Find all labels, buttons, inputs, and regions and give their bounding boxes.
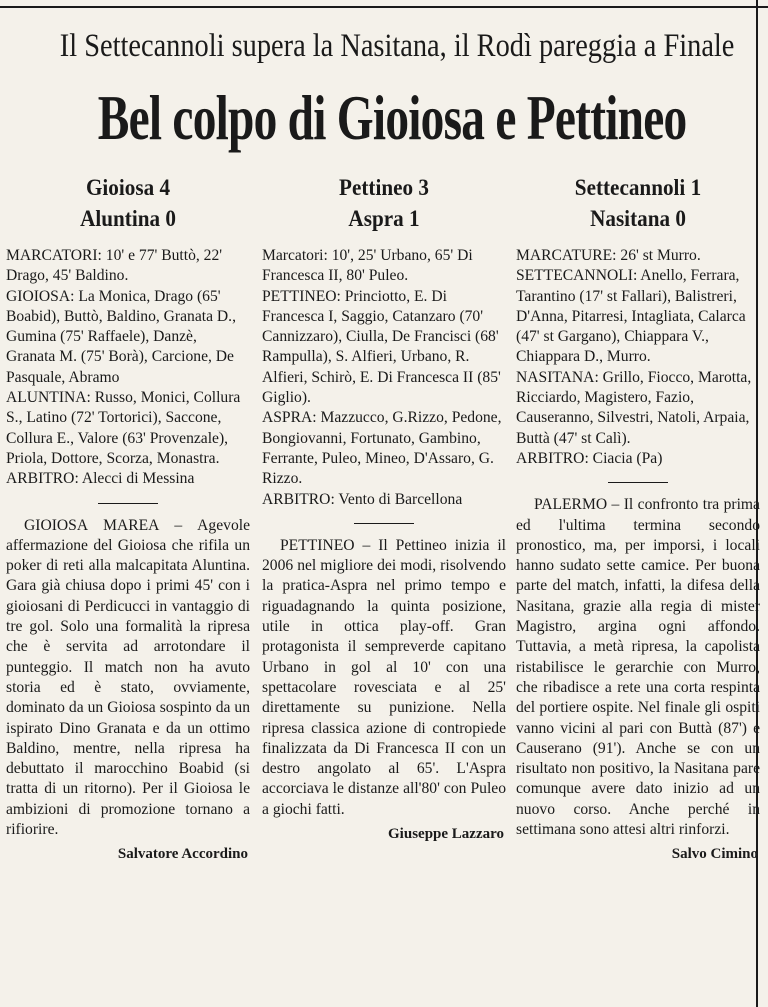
away-lineup: ASPRA: Mazzucco, G.Rizzo, Pedone, Bongiovanni, Fortunato, Gambino, Ferrante, Puleo, Mineo, D'Assaro, G. Rizzo. bbox=[262, 409, 502, 488]
article-text: Il confronto tra prima ed l'ultima termina secondo pronostico, ma, per imporsi, i locali hanno sudato sette camice. Per buona parte del match, infatti, la difesa della Nasitana, grazie alla regia di mister Magistro, argina ogni affondo. Tuttavia, a metà ripresa, la capolista ristabilisce le gerarchie con Murro, che ribadisce a rete una corta respinta del portiere ospite. Nel finale gli ospiti vanno vicini al pari con Buttà (87') e Causerano (91'). Anche se con un risultato non positivo, la Nasitana pare comunque avere dato inizio ad un nuovo corso. Anche perché in settimana sono attesi altri rinforzi. bbox=[516, 496, 760, 839]
byline: Salvo Cimino bbox=[671, 846, 758, 863]
home-lineup: SETTECANNOLI: Anello, Ferrara, Tarantino (17' st Fallari), Balistreri, D'Anna, Pitarresi, Intagliata, Calarca (47' st Gargano), Chiappara V., Chiappara D., Murro. bbox=[516, 267, 746, 366]
home-lineup: PETTINEO: Princiotto, E. Di Francesca I, Saggio, Catanzaro (70' Cannizzaro), Ciulla, De Francisci (68' Rampulla), S. Alfieri, Urbano, R. Alfieri, Schirò, E. Di Francesca II (85' Giglio). bbox=[262, 287, 501, 407]
match-info bbox=[6, 246, 250, 490]
match-column-3 bbox=[516, 172, 760, 865]
byline: Giuseppe Lazzaro bbox=[388, 826, 504, 843]
away-team-score: Aluntina 0 bbox=[80, 206, 176, 231]
article-body bbox=[516, 495, 760, 840]
match-info bbox=[262, 246, 506, 510]
match-score bbox=[262, 172, 506, 234]
dateline: PETTINEO – bbox=[280, 536, 379, 554]
away-lineup: ALUNTINA: Russo, Monici, Collura S., Latino (72' Tortorici), Saccone, Collura E., Valore (63' Provenzale), Priola, Dottore, Scorza, Monastra. bbox=[6, 389, 241, 467]
divider bbox=[608, 482, 668, 483]
headline: Bel colpo di Gioiosa e Pettineo bbox=[97, 82, 687, 153]
away-lineup: NASITANA: Grillo, Fiocco, Marotta, Ricciardo, Magistero, Fazio, Causeranno, Silvestri, Natoli, Arpaia, Buttà (47' st Calì). bbox=[516, 368, 752, 447]
match-score bbox=[516, 172, 760, 234]
home-lineup: GIOIOSA: La Monica, Drago (65' Boabid), Buttò, Baldino, Granata D., Gumina (75' Raffaele), Danzè, Granata M. (75' Borà), Carcione, De Pasquale, Abramo bbox=[6, 287, 236, 386]
match-column-1 bbox=[6, 172, 250, 865]
home-team-score: Pettineo 3 bbox=[339, 175, 429, 200]
match-column-2 bbox=[262, 172, 506, 844]
kicker: Il Settecannoli supera la Nasitana, il Rodì pareggia a Finale bbox=[59, 28, 735, 64]
article-text: Il Pettineo inizia il 2006 nel migliore dei modi, risolvendo la pratica-Aspra nel primo tempo e riguadagnando la quinta posizione, utile in ottica play-off. Gran protagonista il sempreverde capitano Urbano in gol al 10' con una spettacolare rovesciata e al 25' direttamente su punizione. Nella ripresa classica azione di contropiede finalizzata da Di Francesca II con un destro angolato al 65'. L'Aspra accorciava le distanze all'80' con Puleo a giochi fatti. bbox=[262, 536, 506, 818]
scorers: Marcatori: 10', 25' Urbano, 65' Di Francesca II, 80' Puleo. bbox=[262, 247, 473, 285]
away-team-score: Nasitana 0 bbox=[590, 206, 686, 231]
referee: ARBITRO: Alecci di Messina bbox=[6, 470, 195, 488]
away-team-score: Aspra 1 bbox=[348, 206, 420, 231]
dateline: PALERMO – bbox=[534, 496, 624, 514]
article-body bbox=[6, 516, 250, 841]
top-rule bbox=[0, 0, 768, 8]
dateline: GIOIOSA MAREA – bbox=[24, 516, 198, 534]
article-text: Agevole affermazione del Gioiosa che rifila un poker di reti alla malcapitata Aluntina. Gara già chiusa dopo i primi 45' con i gioiosani di Perdicucci in vantaggio di tre gol. Solo una formalità la ripresa che è servita ad arrotondare il punteggio. Il match non ha avuto storia ed è stato, ovviamente, dominato da un Gioiosa sospinto da un ispirato Dino Granata e da un ottimo Baldino, mentre, nella ripresa ha debuttato il marocchino Boabid (si tratta di un ritorno). Per il Gioiosa le ambizioni di promozione tornano a rifiorire. bbox=[6, 516, 250, 839]
divider bbox=[354, 523, 414, 524]
byline: Salvatore Accordino bbox=[117, 846, 248, 863]
article-body bbox=[262, 536, 506, 820]
scorers: MARCATURE: 26' st Murro. bbox=[516, 247, 701, 264]
referee: ARBITRO: Vento di Barcellona bbox=[262, 490, 463, 508]
home-team-score: Settecannoli 1 bbox=[574, 175, 702, 200]
match-score bbox=[6, 172, 250, 234]
divider bbox=[98, 503, 158, 504]
scorers: MARCATORI: 10' e 77' Buttò, 22' Drago, 45' Baldino. bbox=[6, 247, 223, 285]
referee: ARBITRO: Ciacia (Pa) bbox=[516, 449, 663, 467]
match-info bbox=[516, 246, 760, 469]
home-team-score: Gioiosa 4 bbox=[85, 175, 171, 200]
